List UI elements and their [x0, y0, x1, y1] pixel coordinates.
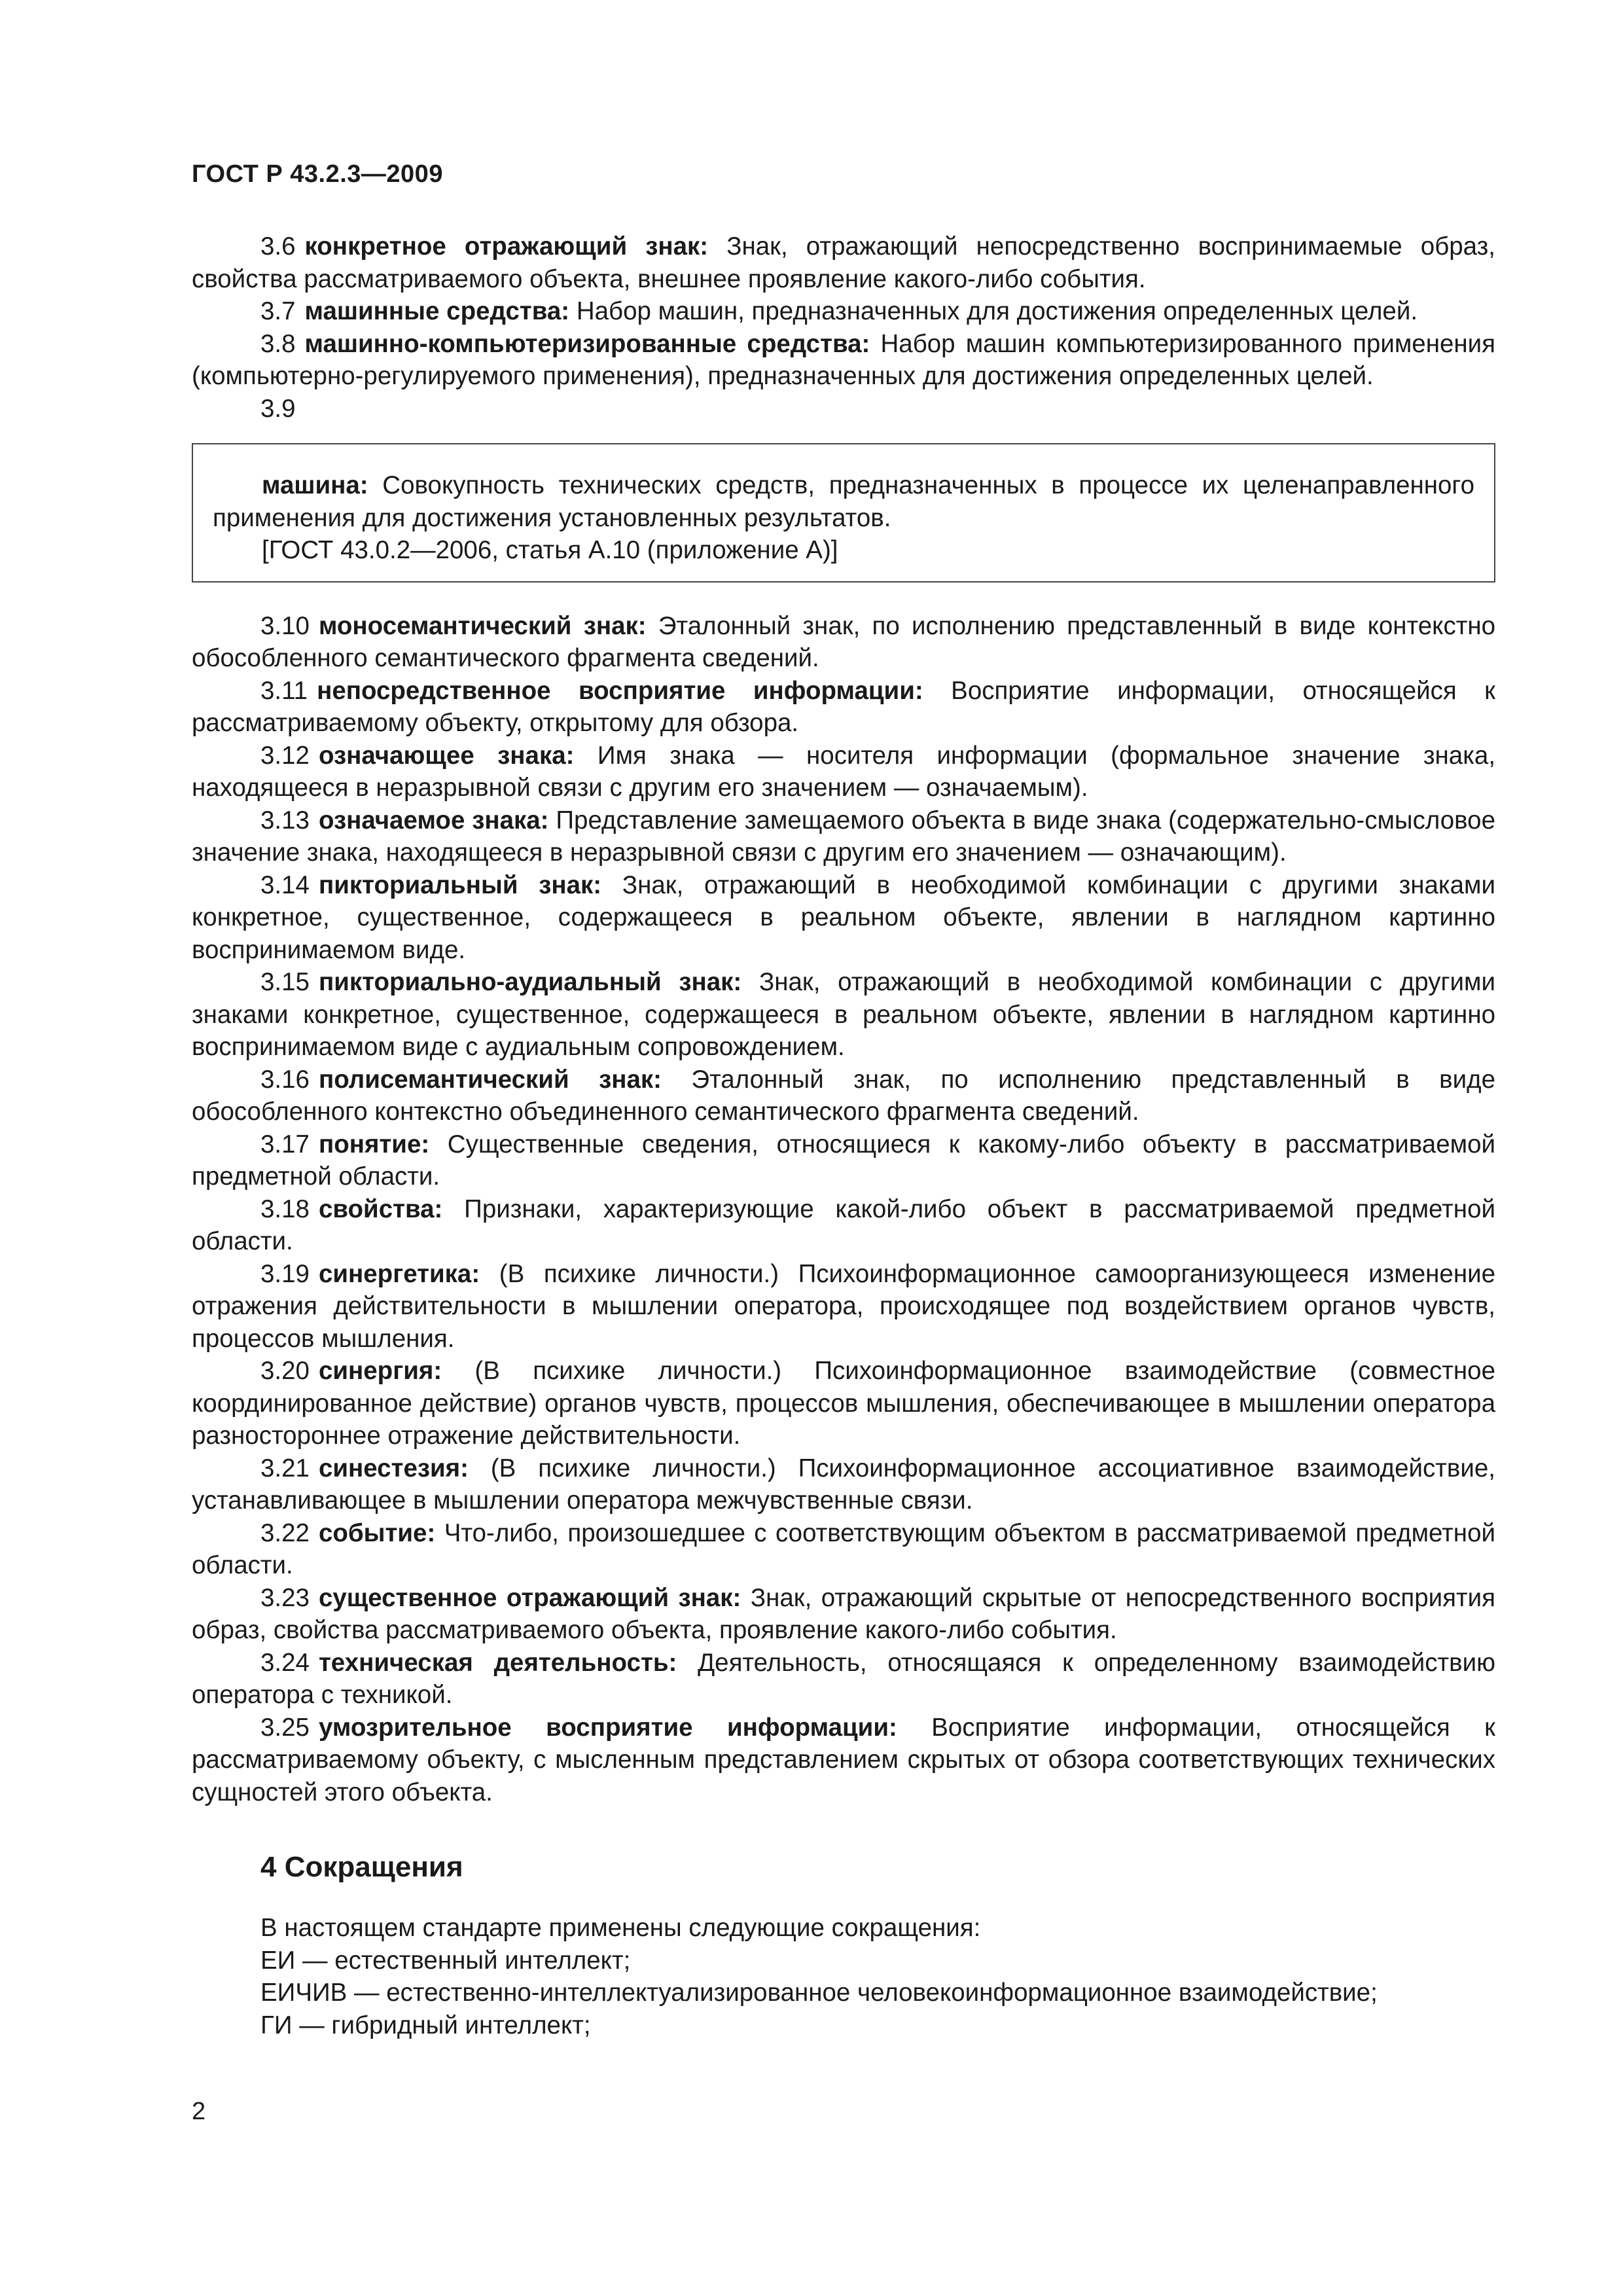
- item-number: 3.21: [260, 1454, 310, 1482]
- page-number: 2: [192, 2098, 206, 2125]
- definition-item: [192, 966, 1495, 1064]
- item-text: Набор машин компьютеризированного применения (компьютерно-регулируемого применения), предназначенных для достижения определенных целей.: [192, 329, 1496, 390]
- item-term: умозрительное восприятие информации:: [318, 1713, 897, 1742]
- abbreviation-item: ГИ — гибридный интеллект;: [260, 2011, 591, 2039]
- item-text: (В психике личности.) Психоинформационное взаимодействие (совместное координированное действие) органов чувств, процессов мышления, обеспечивающее в мышлении оператора разностороннее отражение действительности.: [192, 1357, 1495, 1450]
- item-number: 3.18: [260, 1194, 310, 1223]
- definition-item: [192, 1355, 1495, 1452]
- definition-item: [192, 740, 1495, 804]
- item-text: Набор машин, предназначенных для достижения определенных целей.: [576, 297, 1418, 325]
- item-term: пикториальный знак:: [318, 870, 602, 899]
- item-number: 3.23: [260, 1583, 310, 1612]
- definition-item: [192, 1452, 1495, 1517]
- item-number: 3.10: [260, 611, 310, 640]
- definition-item: [192, 869, 1495, 967]
- item-text: Знак, отражающий в необходимой комбинации с другими знаками конкретное, существенное, содержащееся в реальном объекте, явлении в наглядном картинно воспринимаемом виде с аудиальным сопровождением.: [192, 968, 1495, 1061]
- item-term: непосредственное восприятие информации:: [317, 676, 923, 705]
- item-text: Эталонный знак, по исполнению представленный в виде контекстно обособленного семантического фрагмента сведений.: [192, 611, 1496, 672]
- item-term: моносемантический знак:: [318, 611, 647, 640]
- item-term: техническая деятельность:: [318, 1648, 677, 1677]
- item-number: 3.11: [260, 676, 308, 705]
- item-text: Что-либо, произошедшее с соответствующим объектом в рассматриваемой предметной области.: [192, 1518, 1495, 1579]
- item-text: Деятельность, относящаяся к определенному взаимодействию оператора с техникой.: [192, 1648, 1495, 1709]
- item-term: свойства:: [318, 1194, 443, 1223]
- item-text: Восприятие информации, относящейся к рассматриваемому объекту, с мысленным представлением скрытых от обзора соответствующих технических сущностей этого объекта.: [192, 1713, 1495, 1806]
- definition-item: [192, 1582, 1495, 1647]
- item-text: Существенные сведения, относящиеся к какому-либо объекту в рассматриваемой предметной области.: [192, 1130, 1495, 1191]
- definition-item: [192, 1712, 1495, 1809]
- definition-item: [192, 675, 1495, 740]
- item-text: Знак, отражающий непосредственно воспринимаемые образ, свойства рассматриваемого объекта, внешнее проявление какого-либо события.: [192, 232, 1495, 293]
- quoted-text: Совокупность технических средств, предназначенных в процессе их целенаправленного применения для достижения установленных результатов.: [213, 471, 1474, 532]
- item-term: полисемантический знак:: [318, 1065, 662, 1094]
- quoted-term: машина:: [262, 471, 368, 499]
- definition-item: [192, 328, 1495, 393]
- abbreviation-item: ЕИ — естественный интеллект;: [260, 1946, 631, 1975]
- item-term: машинно-компьютеризированные средства:: [304, 329, 870, 358]
- item-text: Представление замещаемого объекта в виде знака (содержательно-смысловое значение знака, находящееся в неразрывной связи с другим его значением — означающим).: [192, 806, 1495, 867]
- item-text: Эталонный знак, по исполнению представленный в виде обособленного контекстно объединенного семантического фрагмента сведений.: [192, 1065, 1496, 1126]
- item-text: Восприятие информации, относящейся к рассматриваемому объекту, открытому для обзора.: [192, 676, 1495, 737]
- definition-item: [192, 230, 1495, 295]
- item-number: 3.22: [260, 1518, 310, 1547]
- definition-item: [192, 1128, 1495, 1193]
- item-term: означаемое знака:: [318, 806, 549, 834]
- section-intro: В настоящем стандарте применены следующие сокращения:: [260, 1914, 981, 1942]
- item-number: 3.13: [260, 806, 310, 834]
- item-number: 3.24: [260, 1648, 310, 1677]
- item-number: 3.14: [260, 870, 310, 899]
- item-term: конкретное отражающий знак:: [304, 232, 709, 260]
- abbreviation-item: ЕИЧИВ — естественно-интеллектуализированное человекоинформационное взаимодействие;: [260, 1979, 1378, 2007]
- item-term: понятие:: [318, 1130, 430, 1158]
- item-number: 3.16: [260, 1065, 310, 1094]
- definition-item: [192, 1517, 1495, 1582]
- item-number: 3.17: [260, 1130, 310, 1158]
- item-term: синергия:: [318, 1357, 442, 1385]
- definition-item: [192, 393, 1495, 425]
- document-body: [192, 230, 1495, 2041]
- item-text: (В психике личности.) Психоинформационное самоорганизующееся изменение отражения действительности в мышлении оператора, происходящее под воздействием органов чувств, процессов мышления.: [192, 1259, 1496, 1353]
- definition-item: [192, 1647, 1495, 1712]
- item-number: 3.20: [260, 1357, 310, 1385]
- item-number: 3.25: [260, 1713, 310, 1742]
- item-term: машинные средства:: [304, 297, 570, 325]
- definition-item: [192, 804, 1495, 869]
- quoted-reference: [ГОСТ 43.0.2—2006, статья А.10 (приложение А)]: [262, 536, 838, 564]
- item-term: синестезия:: [318, 1454, 469, 1482]
- item-number: 3.19: [260, 1259, 310, 1288]
- item-text: Признаки, характеризующие какой-либо объект в рассматриваемой предметной области.: [192, 1194, 1495, 1255]
- item-term: существенное отражающий знак:: [318, 1583, 741, 1612]
- quoted-definition-box: [192, 443, 1495, 583]
- definition-item: [192, 1193, 1495, 1258]
- item-number: 3.9: [260, 394, 296, 423]
- definition-item: [192, 295, 1495, 328]
- item-number: 3.6: [260, 232, 296, 260]
- item-text: (В психике личности.) Психоинформационное ассоциативное взаимодействие, устанавливающее в мышлении оператора межчувственные связи.: [192, 1454, 1495, 1515]
- quoted-definition: [213, 469, 1474, 534]
- item-term: событие:: [318, 1518, 436, 1547]
- item-number: 3.7: [260, 297, 296, 325]
- item-number: 3.8: [260, 329, 296, 358]
- definition-item: [192, 1064, 1495, 1128]
- section-title: 4 Сокращения: [260, 1851, 463, 1883]
- item-text: Имя знака — носителя информации (формальное значение знака, находящееся в неразрывной связи с другим его значением — означаемым).: [192, 741, 1496, 802]
- item-number: 3.15: [260, 968, 310, 996]
- item-term: означающее знака:: [318, 741, 575, 770]
- item-text: Знак, отражающий скрытые от непосредственного восприятия образ, свойства рассматриваемого объекта, проявление какого-либо события.: [192, 1583, 1495, 1644]
- item-text: Знак, отражающий в необходимой комбинации с другими знаками конкретное, существенное, содержащееся в реальном объекте, явлении в наглядном картинно воспринимаемом виде.: [192, 870, 1495, 964]
- definition-item: [192, 1258, 1495, 1355]
- item-term: пикториально-аудиальный знак:: [318, 968, 742, 996]
- document-header: ГОСТ Р 43.2.3—2009: [192, 160, 443, 188]
- item-number: 3.12: [260, 741, 310, 770]
- definition-item: [192, 610, 1495, 675]
- item-term: синергетика:: [318, 1259, 480, 1288]
